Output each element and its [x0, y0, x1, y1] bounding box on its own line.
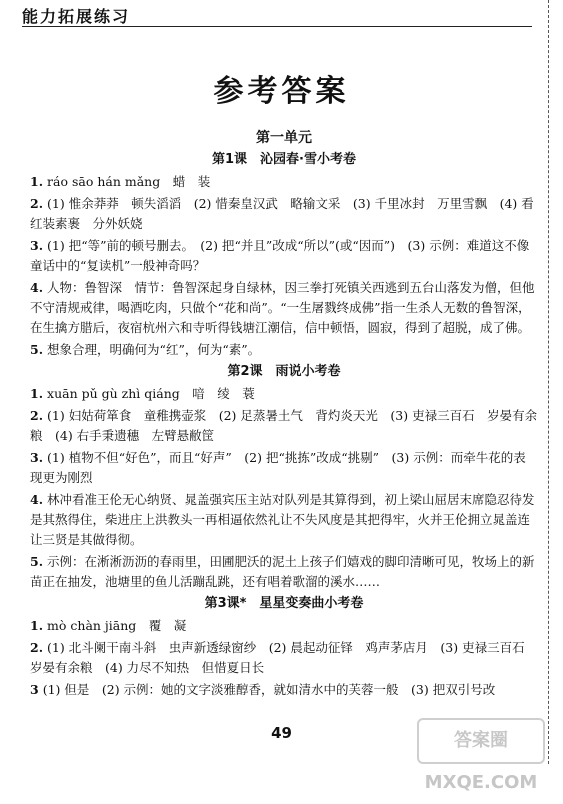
item-number: 3. [30, 238, 44, 253]
answer-item [30, 638, 538, 678]
item-text: (1) 把“等”前的顿号删去。 (2) 把“并且”改成“所以”(或“因而”) (3) 示例：难道这不像童话中的“复读机”一般神奇吗？ [30, 238, 530, 273]
answer-item [30, 490, 538, 550]
item-text: mò chàn jiāng 覆 凝 [47, 618, 187, 633]
answer-item [30, 616, 538, 636]
book-header: 能力拓展练习 [22, 7, 131, 26]
lesson-1 [30, 150, 538, 360]
item-text: (1) 惟余莽莽 顿失滔滔 (2) 惜秦皇汉武 略输文采 (3) 千里冰封 万里雪飘 (4) 看红装素裹 分外妖娆 [30, 196, 534, 231]
page-title: 参考答案 [213, 74, 350, 109]
item-number: 4. [30, 492, 44, 507]
item-text: 林冲看准王伦无心纳贤、晁盖强宾压主站对队列是其算得到，初上梁山屈居末席隐忍待发是其熬得住，柴进庄上洪教头一再相逼依然礼让不失风度是其把得牢，火并王伦拥立晁盖连让三贤是其做得彻。 [30, 492, 535, 547]
header-rule [22, 26, 532, 27]
item-text: (1) 妇姑荷箪食 童稚携壶浆 (2) 足蒸暑土气 背灼炎天光 (3) 吏禄三百石 岁晏有余粮 (4) 右手秉遗穗 左臂悬敝筐 [30, 408, 538, 443]
item-number: 4. [30, 280, 44, 295]
answer-item [30, 236, 538, 276]
item-text: 想象合理，明确何为“红”，何为“素”。 [47, 342, 261, 357]
item-text: (1) 但是 (2) 示例：她的文字淡雅醇香，就如清水中的芙蓉一般 (3) 把双引号改 [42, 682, 496, 697]
answer-item [30, 194, 538, 234]
item-text: xuān pǔ gù zhì qiáng 喑 绫 蓑 [47, 386, 255, 401]
item-number: 1. [30, 174, 44, 189]
item-number: 1. [30, 386, 44, 401]
lesson-title: 第1课 沁园春·雪小考卷 [212, 152, 356, 167]
answer-item [30, 340, 538, 360]
unit-heading: 第一单元 [256, 130, 312, 146]
item-text: 示例：在淅淅沥沥的春雨里，田圃肥沃的泥土上孩子们嬉戏的脚印清晰可见，牧场上的新苗正在抽发，池塘里的鱼儿活蹦乱跳，还有唱着歌溜的溪水…… [30, 554, 535, 589]
lesson-2 [30, 362, 538, 592]
answer-content [30, 128, 538, 702]
item-number: 5. [30, 342, 44, 357]
item-number: 2. [30, 408, 44, 423]
item-number: 2. [30, 640, 44, 655]
answer-item [30, 172, 538, 192]
item-text: ráo sāo hán mǎng 蜡 装 [47, 174, 211, 189]
item-text: (1) 北斗阑干南斗斜 虫声新透绿窗纱 (2) 晨起动征铎 鸡声茅店月 (3) 吏禄三百石 岁晏有余粮 (4) 力尽不知热 但惜夏日长 [30, 640, 538, 675]
item-number: 1. [30, 618, 44, 633]
answer-item [30, 278, 538, 338]
lesson-title: 第2课 雨说小考卷 [227, 364, 341, 379]
answer-item [30, 448, 538, 488]
item-number: 3 [30, 682, 39, 697]
item-text: (1) 植物不但“好色”，而且“好声” (2) 把“挑拣”改成“挑剔” (3) 示例：而牵牛花的表现更为刚烈 [30, 450, 526, 485]
cut-line [548, 0, 549, 764]
item-number: 3. [30, 450, 44, 465]
answer-item [30, 384, 538, 404]
lesson-title: 第3课* 星星变奏曲小考卷 [204, 596, 364, 611]
lesson-3 [30, 594, 538, 700]
item-number: 5. [30, 554, 44, 569]
page-number: 49 [271, 724, 292, 742]
item-text: 人物：鲁智深 情节：鲁智深起身自绿林，因三拳打死镇关西逃到五台山落发为僧，但他不守清规戒律，喝酒吃肉，只做个“花和尚”。“一生屠戮终成佛”指一生杀人无数的鲁智深，在生擒方腊后，夜宿杭州六和寺听得钱塘江潮信，信中顿悟，圆寂，得到了超脱，成了佛。 [30, 280, 535, 335]
answer-item [30, 406, 538, 446]
answer-item [30, 680, 538, 700]
item-number: 2. [30, 196, 44, 211]
watermark-logo: 答案圈 MXQE.COM [417, 718, 545, 764]
answer-item [30, 552, 538, 592]
